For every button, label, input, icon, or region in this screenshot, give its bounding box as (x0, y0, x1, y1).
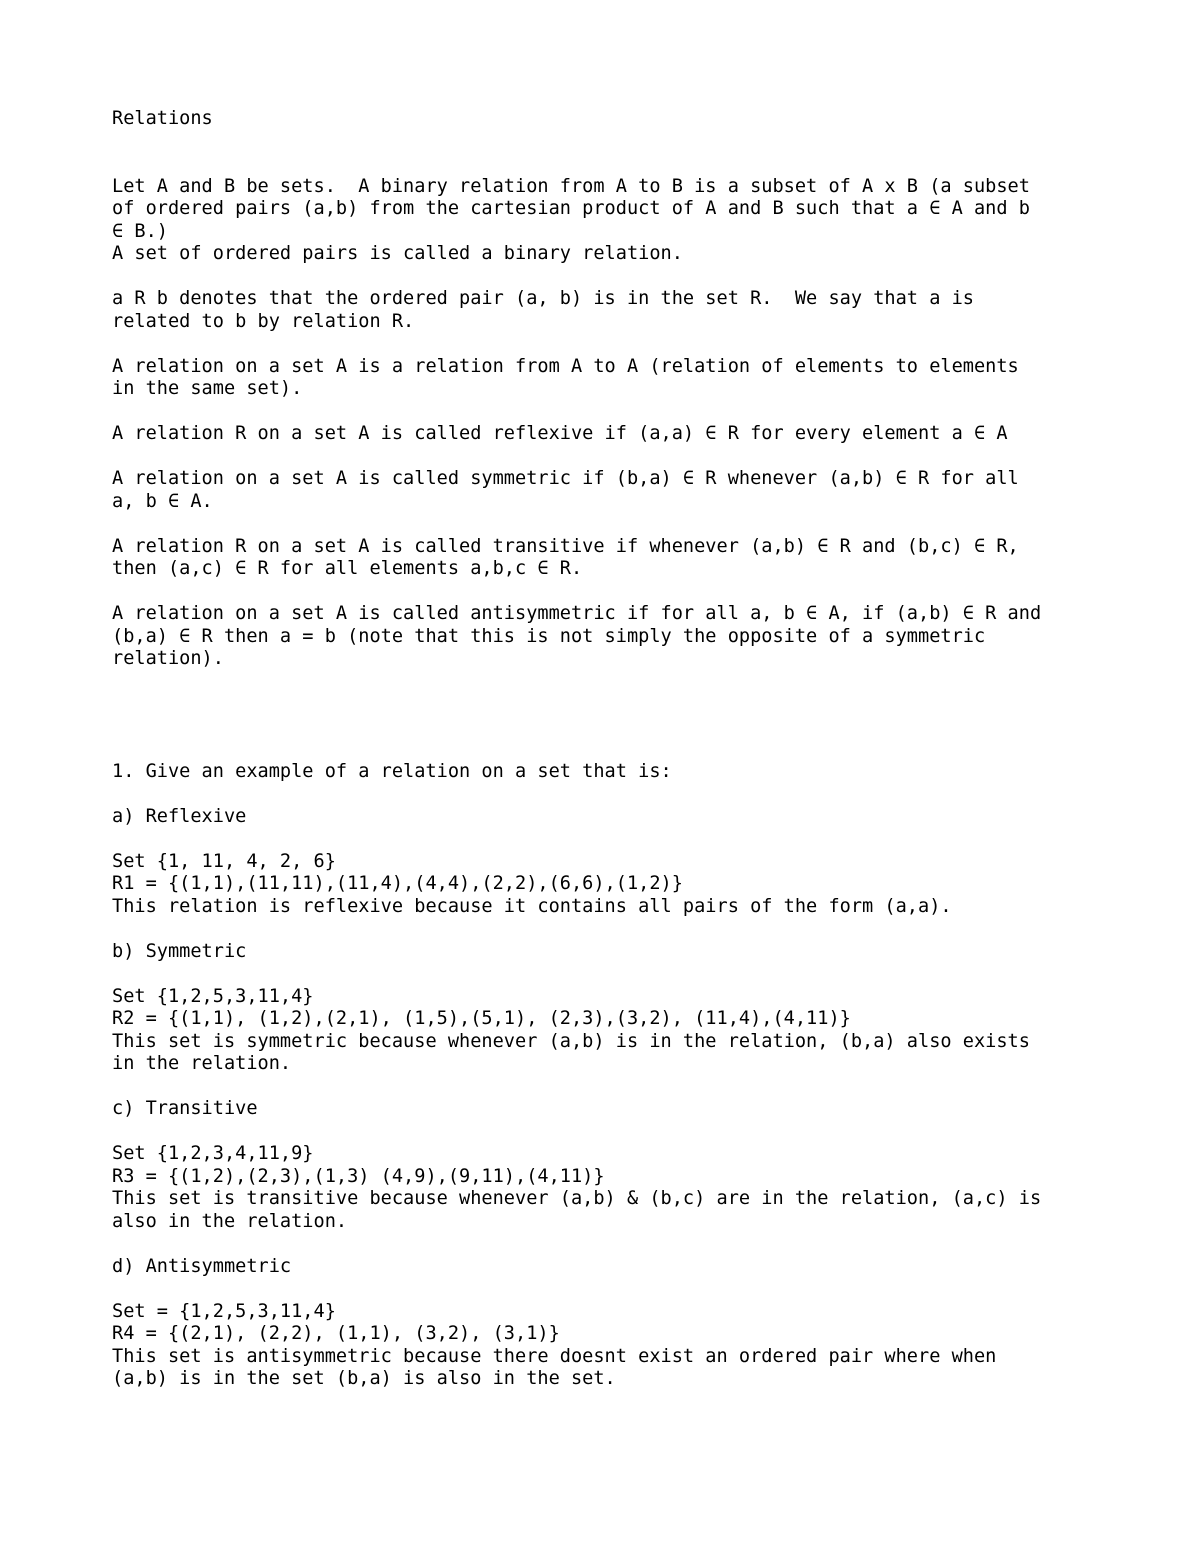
definition-line: then (a,c) ∈ R for all elements a,b,c ∈ R. (112, 558, 583, 579)
answer-line: R3 = {(1,2),(2,3),(1,3) (4,9),(9,11),(4,11)} (112, 1165, 605, 1187)
answer-line: This set is symmetric because whenever (a,b) is in the relation, (b,a) also exists (112, 1030, 1030, 1052)
definition-relation-on-set (112, 356, 1112, 401)
answer-heading: b) Symmetric (112, 940, 247, 962)
definition-symmetric (112, 468, 1112, 513)
definition-line: A relation on a set A is a relation from A to A (relation of elements to elements (112, 355, 1019, 377)
definition-line: A relation R on a set A is called transitive if whenever (a,b) ∈ R and (b,c) ∈ R, (112, 535, 1019, 557)
definition-line: A relation on a set A is called antisymmetric if for all a, b ∈ A, if (a,b) ∈ R and (112, 603, 1042, 624)
document-page (112, 108, 1112, 1391)
definition-line: related to b by relation R. (112, 310, 415, 332)
answer-line: Set {1, 11, 4, 2, 6} (112, 850, 336, 872)
answer-antisymmetric (112, 1256, 1112, 1391)
definition-line: A relation on a set A is called symmetric if (b,a) ∈ R whenever (a,b) ∈ R for all (112, 468, 1019, 489)
answer-line: Set {1,2,3,4,11,9} (112, 1143, 314, 1164)
definition-arb-notation (112, 288, 1112, 333)
answer-reflexive (112, 806, 1112, 919)
answer-line: (a,b) is in the set (b,a) is also in the set. (112, 1368, 616, 1389)
answer-line: also in the relation. (112, 1210, 348, 1232)
answer-transitive (112, 1098, 1112, 1233)
answer-line: R1 = {(1,1),(11,11),(11,4),(4,4),(2,2),(6,6),(1,2)} (112, 873, 683, 894)
answer-symmetric (112, 941, 1112, 1076)
definition-line: (b,a) ∈ R then a = b (note that this is not simply the opposite of a symmetric (112, 625, 986, 647)
question-heading: 1. Give an example of a relation on a set that is: (112, 760, 672, 782)
answer-line: This set is transitive because whenever (a,b) & (b,c) are in the relation, (a,c) is (112, 1188, 1042, 1209)
definition-line: relation). (112, 648, 224, 669)
answer-heading: c) Transitive (112, 1098, 258, 1119)
answer-line: in the relation. (112, 1053, 292, 1074)
definition-line: ∈ B.) (112, 220, 168, 242)
definition-line: A set of ordered pairs is called a binary relation. (112, 243, 683, 264)
definition-line: in the same set). (112, 378, 303, 399)
document-title: Relations (112, 108, 213, 129)
definition-line: a R b denotes that the ordered pair (a, b) is in the set R. We say that a is (112, 288, 974, 309)
answer-line: This set is antisymmetric because there doesnt exist an ordered pair where when (112, 1345, 997, 1367)
definition-line: a, b ∈ A. (112, 490, 213, 512)
answer-line: R4 = {(2,1), (2,2), (1,1), (3,2), (3,1)} (112, 1323, 560, 1344)
answer-heading: a) Reflexive (112, 805, 247, 827)
definition-antisymmetric (112, 603, 1112, 671)
definition-binary-relation (112, 176, 1112, 266)
answer-heading: d) Antisymmetric (112, 1255, 292, 1277)
definition-reflexive (112, 423, 1112, 446)
definition-line: A relation R on a set A is called reflexive if (a,a) ∈ R for every element a ∈ A (112, 423, 1008, 444)
answer-line: Set {1,2,5,3,11,4} (112, 985, 314, 1007)
answer-line: Set = {1,2,5,3,11,4} (112, 1300, 336, 1322)
answer-line: This relation is reflexive because it contains all pairs of the form (a,a). (112, 895, 952, 917)
definition-line: Let A and B be sets. A binary relation from A to B is a subset of A x B (a subset (112, 175, 1030, 197)
answer-line: R2 = {(1,1), (1,2),(2,1), (1,5),(5,1), (2,3),(3,2), (11,4),(4,11)} (112, 1008, 851, 1029)
definition-transitive (112, 536, 1112, 581)
definition-line: of ordered pairs (a,b) from the cartesian product of A and B such that a ∈ A and b (112, 198, 1030, 219)
